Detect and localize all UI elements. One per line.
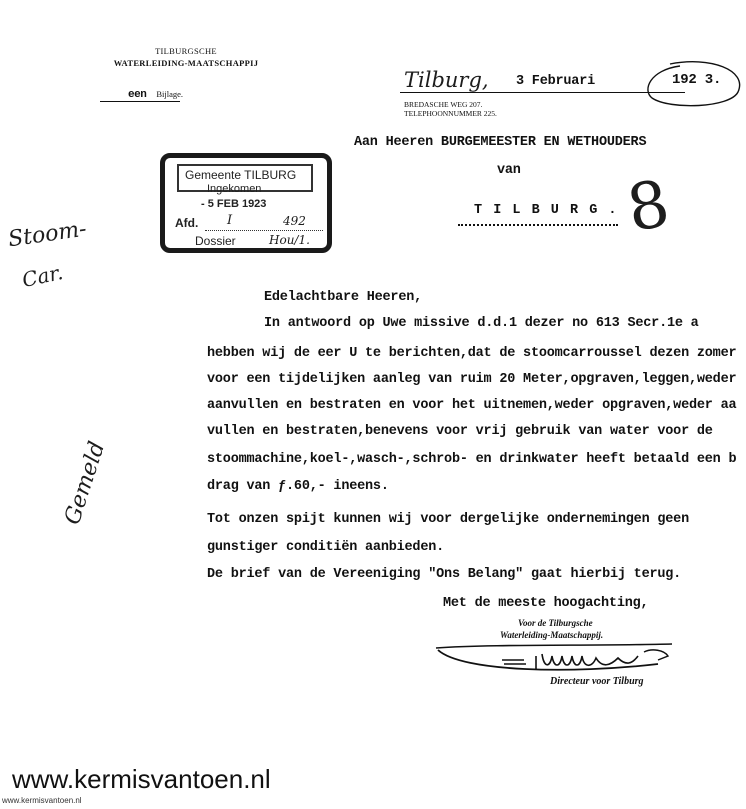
company-name-line2: WATERLEIDING-MAATSCHAPPIJ [113, 58, 259, 68]
stamp-afd-number: 492 [283, 214, 306, 228]
addressee-underline [458, 224, 618, 226]
stamp-afd-value: I [227, 213, 233, 228]
stamp-municipality: Gemeente TILBURG [185, 168, 297, 182]
letterhead-city: Tilburg, [404, 68, 489, 92]
body-line-10: De brief van de Vereeniging "Ons Belang" gaat hierbij terug. [207, 567, 682, 582]
stamp-dossier-value: Hou/1. [269, 233, 310, 247]
signature-title: Directeur voor Tilburg [550, 676, 644, 687]
enclosure-underline [100, 101, 180, 102]
body-line-5: vullen en bestraten,benevens voor vrij gebruik van water voor de [207, 424, 713, 439]
signature-org-line2: Waterleiding-Maatschappij. [500, 630, 604, 640]
body-line-6: stoommachine,koel-,wasch-,schrob- en drinkwater heeft betaald een b [207, 452, 737, 467]
body-line-7: drag van ƒ.60,- ineens. [207, 479, 389, 494]
enclosure-count: een [128, 89, 147, 101]
watermark-site: www.kermisvantoen.nl [12, 764, 271, 794]
year-circle-mark [640, 58, 744, 110]
received-stamp [160, 153, 332, 253]
body-line-2: hebben wij de eer U te berichten,dat de stoomcarroussel dezen zomer [207, 346, 737, 361]
handwritten-signature [432, 638, 682, 678]
letterhead-address: BREDASCHE WEG 207. [404, 100, 483, 109]
addressee-line1: Aan Heeren BURGEMEESTER EN WETHOUDERS [354, 135, 647, 150]
signature-org-line1: Voor de Tilburgsche [518, 618, 593, 628]
margin-note-stoom: Stoom- [6, 216, 89, 253]
body-line-4: aanvullen en bestraten en voor het uitnemen,weder opgraven,weder aa [207, 398, 737, 413]
stamp-date: - 5 FEB 1923 [201, 198, 267, 210]
margin-note-car: Car. [19, 260, 66, 292]
body-line-3: voor een tijdelijken aanleg van ruim 20 Meter,opgraven,leggen,weder [207, 372, 737, 387]
letter-year: 192 3. [672, 72, 722, 88]
margin-note-gemeld: Gemeld [60, 438, 111, 528]
letter-date: 3 Februari [516, 74, 596, 89]
addressee-line2: van [497, 163, 521, 178]
letterhead-phone: TELEPHOONNUMMER 225. [404, 109, 497, 118]
stamp-dossier-label: Dossier [195, 234, 236, 248]
body-line-8: Tot onzen spijt kunnen wij voor dergelijke ondernemingen geen [207, 512, 689, 527]
salutation: Edelachtbare Heeren, [264, 290, 423, 305]
closing: Met de meeste hoogachting, [443, 596, 649, 611]
stamp-received: Ingekomen [207, 183, 262, 195]
stamp-afd-dots [205, 230, 323, 231]
margin-note-number: 8 [621, 167, 675, 247]
body-line-9: gunstiger conditiën aanbieden. [207, 540, 445, 555]
enclosure-line [128, 89, 183, 101]
watermark-site-small: www.kermisvantoen.nl [2, 796, 82, 805]
addressee-line3: T I L B U R G . [474, 203, 619, 218]
body-line-1: In antwoord op Uwe missive d.d.1 dezer no 613 Secr.1e a [264, 316, 699, 331]
company-name-line1: TILBURGSCHE [155, 46, 217, 56]
stamp-afd-label: Afd. [175, 216, 199, 230]
enclosure-label: Bijlage. [156, 89, 184, 99]
